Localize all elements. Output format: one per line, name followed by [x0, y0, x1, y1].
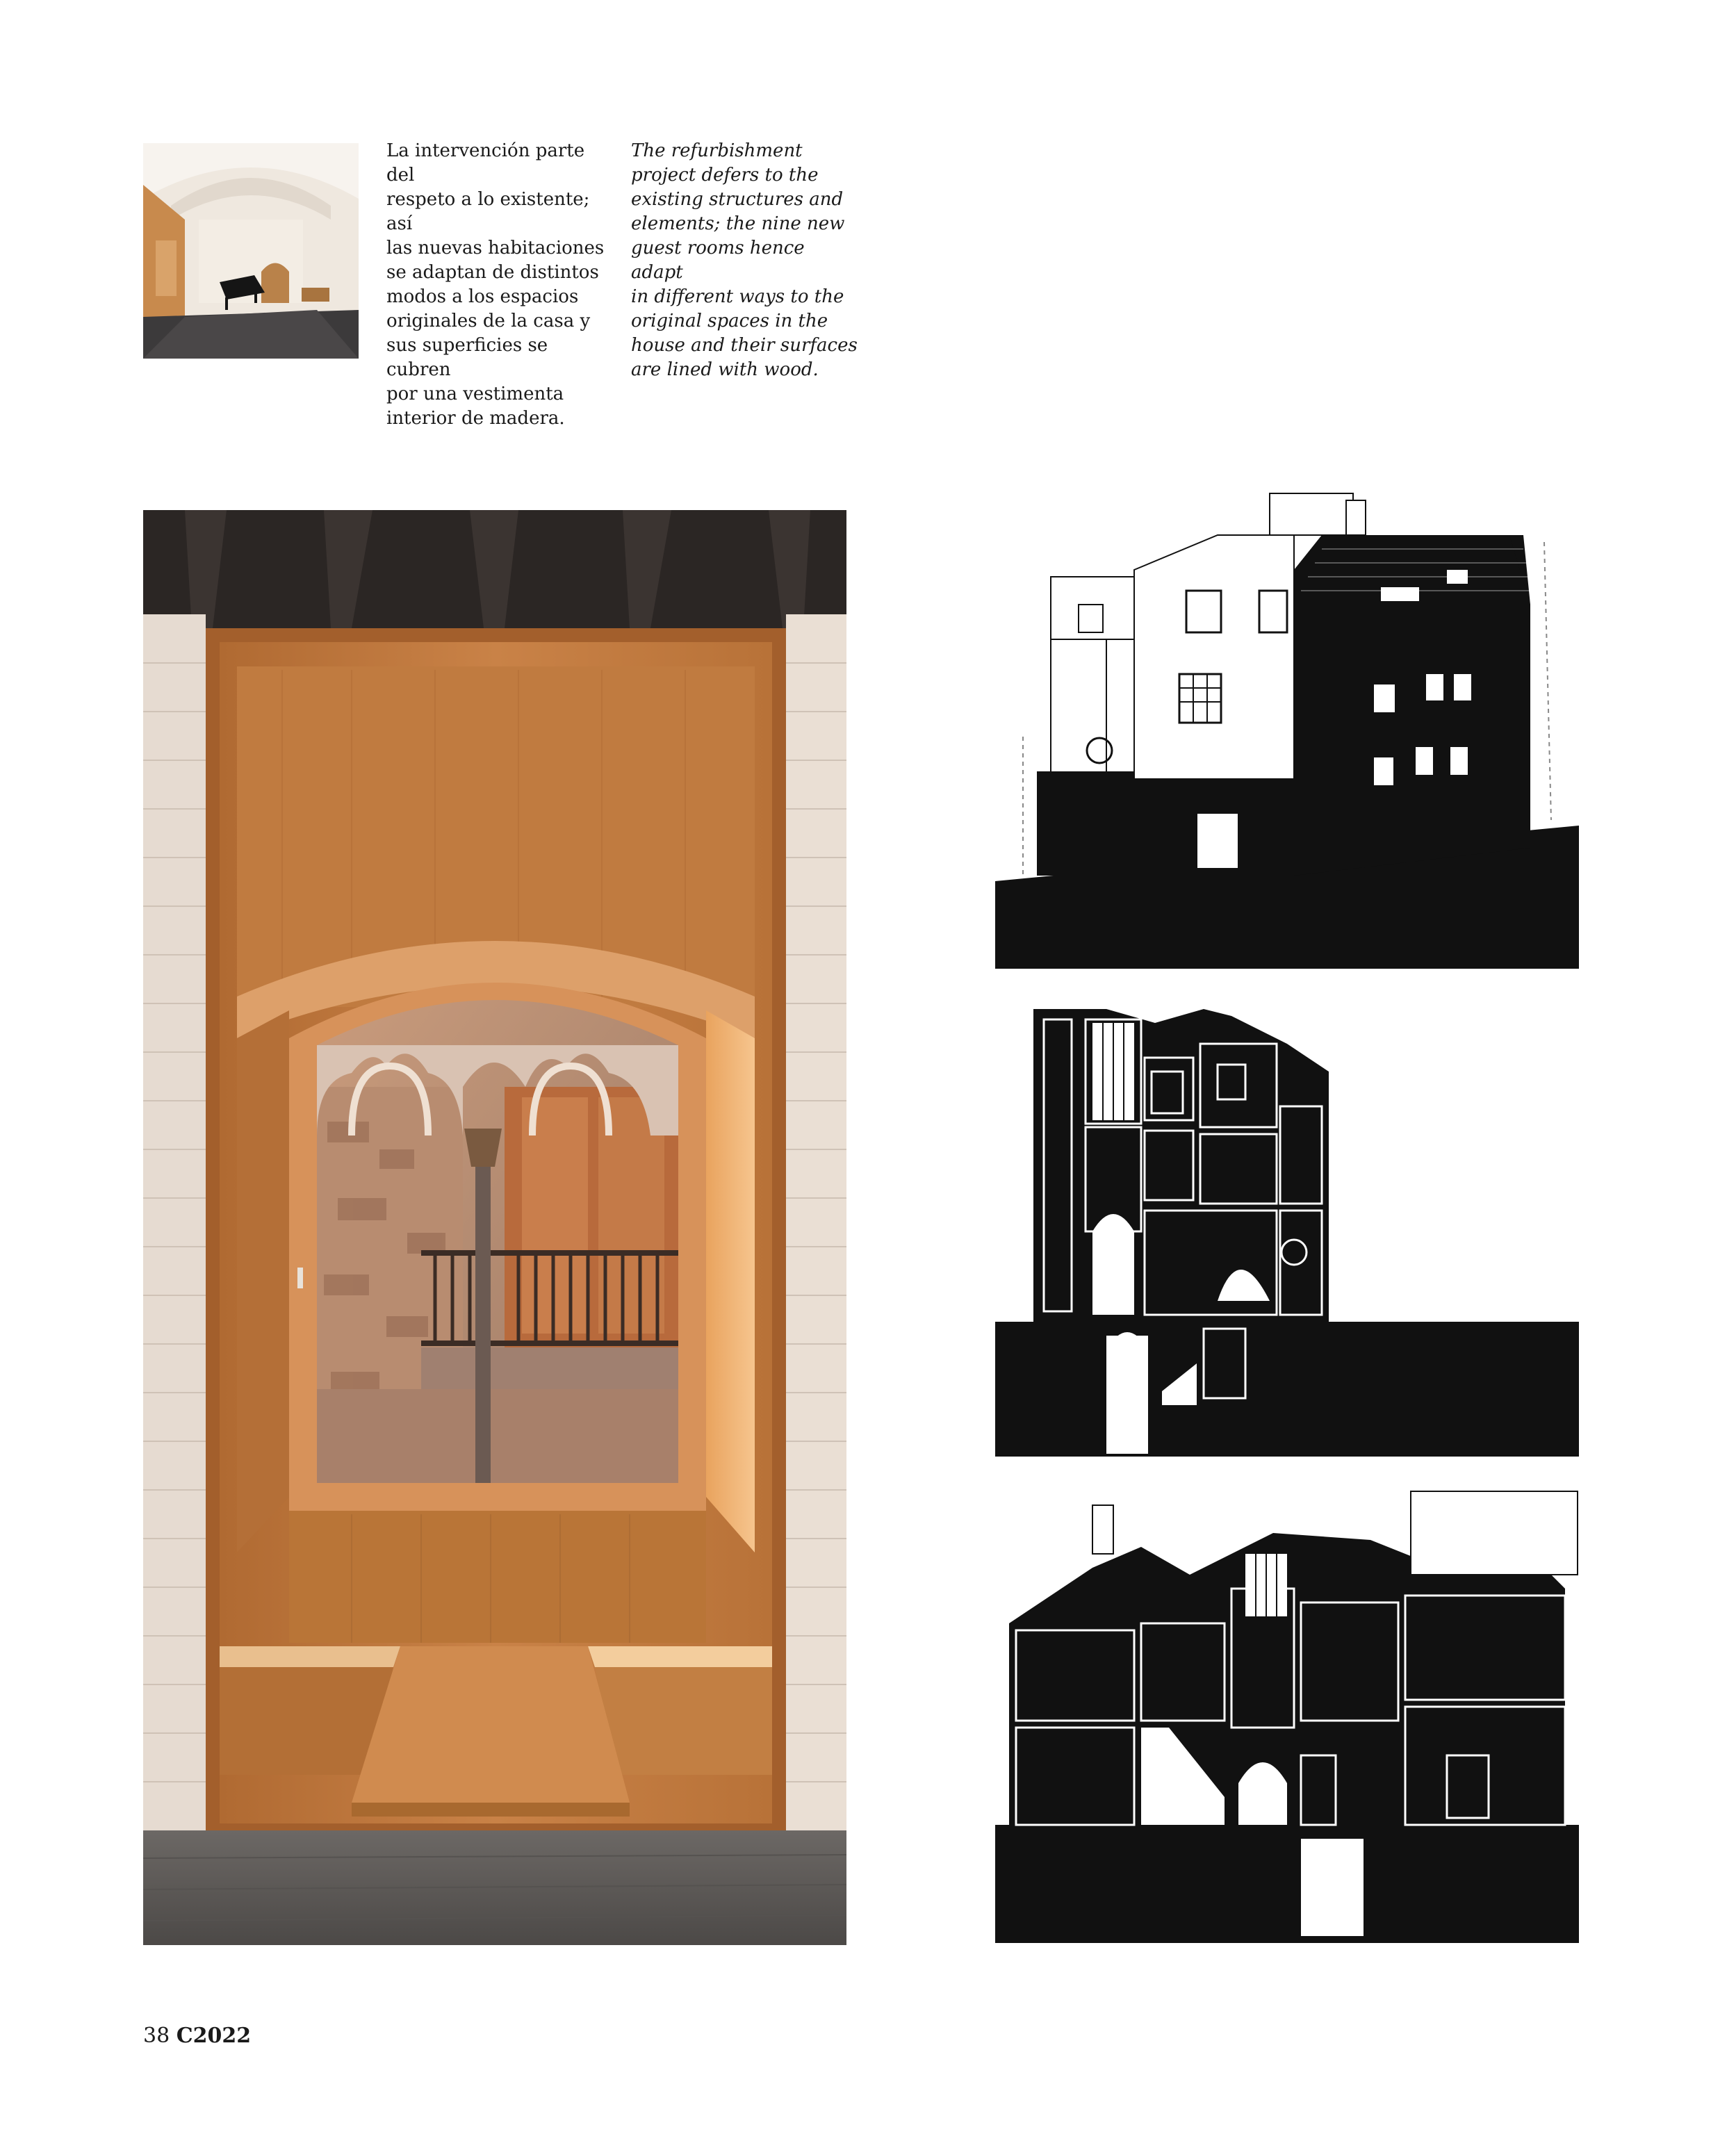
thumbnail-photo-interior-room: [143, 143, 359, 359]
magazine-year: 2022: [193, 2024, 252, 2048]
page-number: 38: [143, 2024, 170, 2048]
section-drawing-1: [995, 1002, 1579, 1457]
section-drawing-2: [995, 1477, 1579, 1943]
magazine-initial: C: [176, 2024, 193, 2048]
elevation-drawing: [995, 486, 1579, 969]
main-photo-window-alcove: [143, 510, 846, 1945]
caption-spanish: La intervención parte del respeto a lo existente; así las nuevas habitaciones se adaptan de distintos modos a los espacios originales de la casa y sus superficies se cubren por una vestimenta interior de madera.: [386, 140, 605, 429]
caption-english: The refurbishment project defers to the existing structures and elements; the nine new guest rooms hence adapt in different ways to the original spaces in the house and their surfaces are lined with wood.: [631, 140, 858, 380]
page-folio: [143, 2024, 251, 2048]
